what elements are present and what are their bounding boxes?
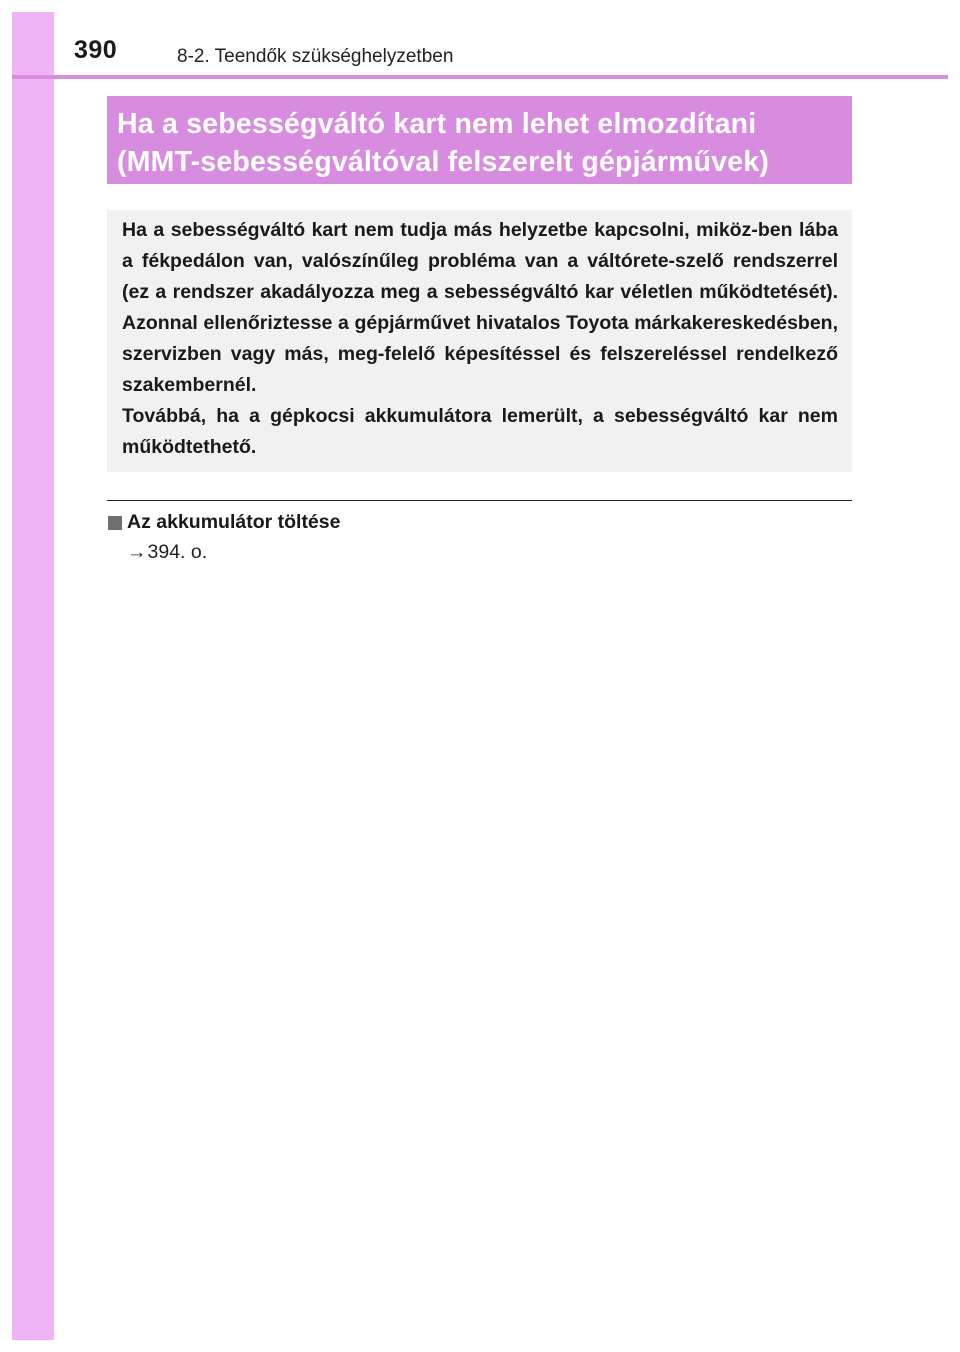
subsection-heading-text: Az akkumulátor töltése xyxy=(127,511,341,533)
subsection-heading xyxy=(108,511,340,534)
info-box xyxy=(107,210,852,472)
info-paragraph-1: Ha a sebességváltó kart nem tudja más helyzetbe kapcsolni, miköz-ben lába a fékpedálon van, valószínűleg probléma van a váltórete-szelő rendszerrel (ez a rendszer akadályozza meg a sebességváltó kar véletlen működtetését). Azonnal ellenőriztesse a gépjárművet hivatalos Toyota márkakereskedésben, szervizben vagy más, meg-felelő képesítéssel és felszereléssel rendelkező szakembernél. xyxy=(122,219,838,396)
page-title-line-2: (MMT-sebességváltóval felszerelt gépjárművek) xyxy=(117,146,770,178)
side-band xyxy=(12,12,54,1340)
arrow-right-icon: → xyxy=(127,541,147,563)
page-number: 390 xyxy=(74,36,118,64)
page-title-line-1: Ha a sebességváltó kart nem lehet elmozdítani xyxy=(117,108,757,140)
page-title xyxy=(107,96,852,184)
header-rule xyxy=(12,75,948,79)
section-divider xyxy=(107,500,852,501)
page-reference xyxy=(127,541,207,564)
section-title: 8-2. Teendők szükséghelyzetben xyxy=(177,46,454,67)
square-bullet-icon xyxy=(108,516,122,530)
info-paragraph-2: Továbbá, ha a gépkocsi akkumulátora lemerült, a sebességváltó kar nem működtethető. xyxy=(122,405,838,458)
page-reference-text: 394. o. xyxy=(147,541,208,563)
